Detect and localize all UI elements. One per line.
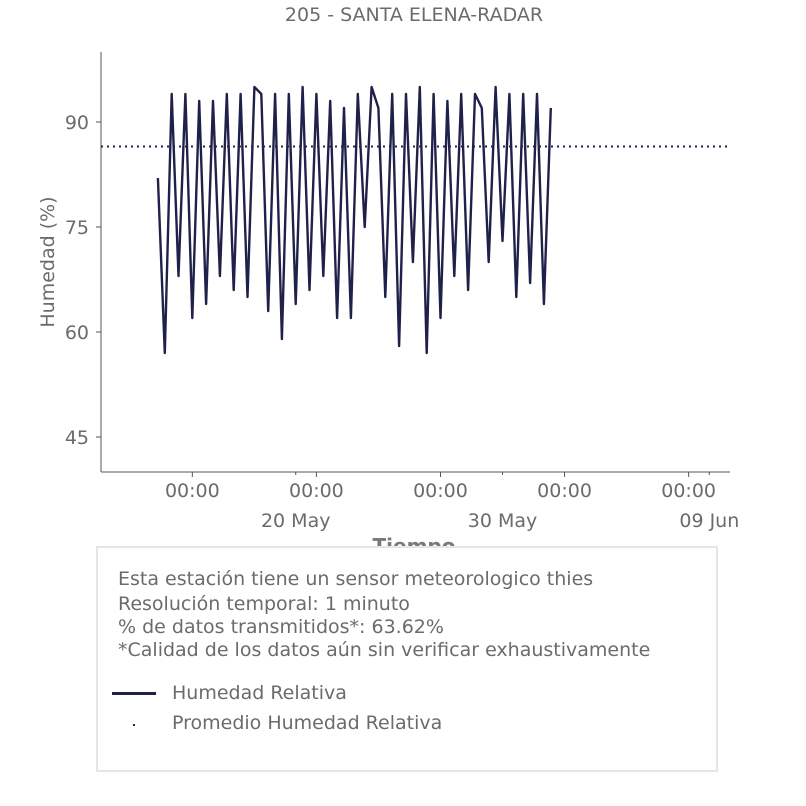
- y-tick-label: 60: [64, 322, 89, 344]
- y-tick-label: 45: [64, 427, 89, 449]
- legend-dotted-swatch: [133, 724, 135, 726]
- x-time-tick-label: 00:00: [413, 480, 468, 502]
- legend-item-humidity: [112, 682, 612, 706]
- y-axis-label: Humedad (%): [37, 196, 59, 328]
- chart-title: 205 - SANTA ELENA-RADAR: [284, 4, 544, 26]
- humidity-series-line: [158, 87, 551, 353]
- legend-solid-line-swatch: [112, 692, 156, 695]
- x-time-tick-label: 00:00: [289, 480, 344, 502]
- x-time-tick-label: 00:00: [661, 480, 717, 502]
- legend-label-mean: Promedio Humedad Relativa: [172, 712, 443, 734]
- legend-label-humidity: Humedad Relativa: [172, 682, 347, 704]
- x-date-label: 20 May: [260, 510, 331, 532]
- info-legend-box: [96, 546, 718, 772]
- x-time-tick-label: 00:00: [537, 480, 592, 502]
- sensor-note: Esta estación tiene un sensor meteorologico thies: [118, 568, 594, 590]
- x-date-label: 30 May: [467, 510, 538, 532]
- x-date-label: 09 Jun: [679, 510, 740, 532]
- y-tick-label: 75: [64, 217, 89, 239]
- resolution-note: Resolución temporal: 1 minuto: [118, 593, 410, 615]
- x-time-tick-label: 00:00: [164, 480, 220, 502]
- quality-note: *Calidad de los datos aún sin verificar exhaustivamente: [118, 639, 651, 661]
- legend-item-mean: [112, 712, 612, 736]
- y-tick-label: 90: [64, 112, 89, 134]
- transmitted-note: % de datos transmitidos*: 63.62%: [118, 616, 444, 638]
